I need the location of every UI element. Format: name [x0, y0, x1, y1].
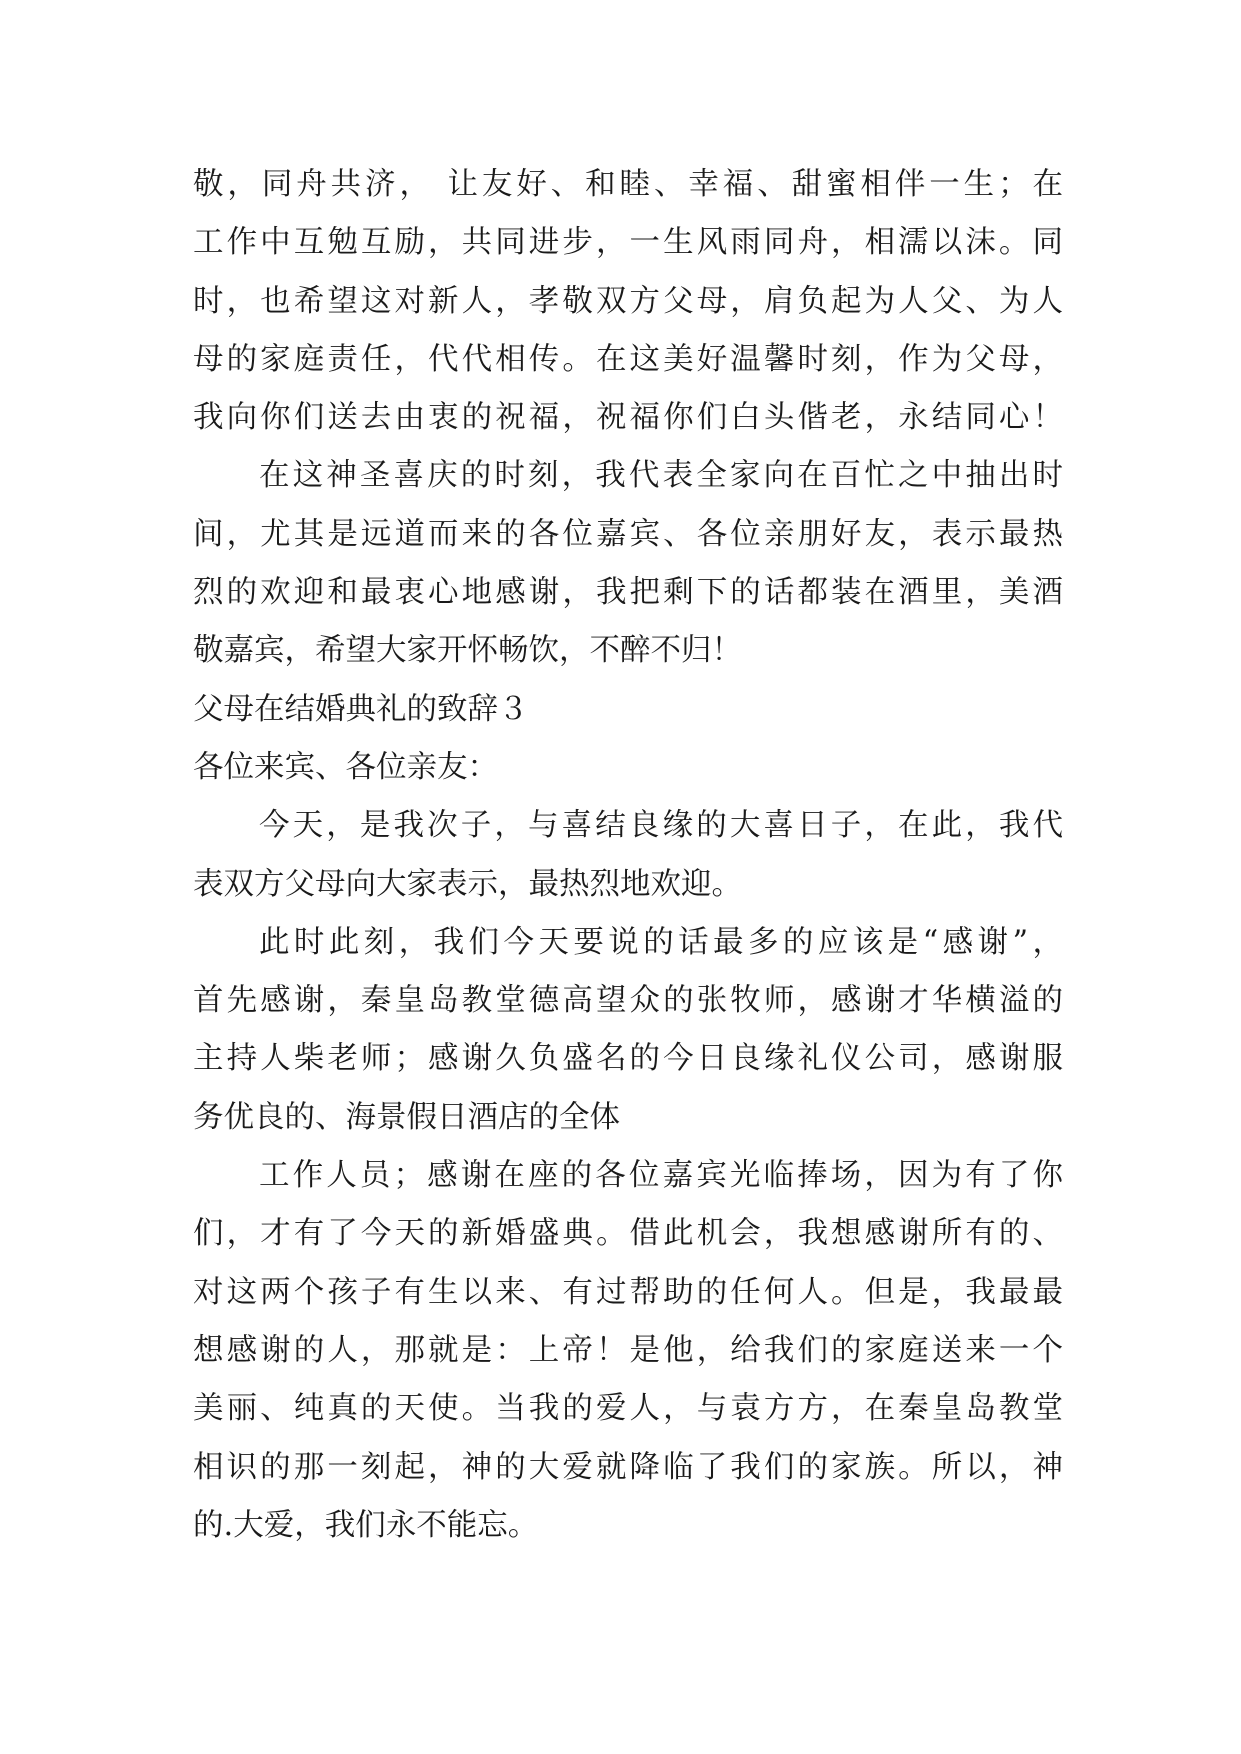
text-line: 工作人员；感谢在座的各位嘉宾光临捧场，因为有了你 — [259, 1158, 1063, 1194]
text-line: 美丽、纯真的天使。当我的爱人，与袁方方，在秦皇岛教堂 — [193, 1391, 1063, 1427]
text-line: 父母在结婚典礼的致辞３ — [193, 691, 529, 727]
text-line: 烈的欢迎和最衷心地感谢，我把剩下的话都装在酒里，美酒 — [193, 575, 1063, 611]
text-line: 今天，是我次子，与喜结良缘的大喜日子，在此，我代 — [259, 808, 1063, 844]
text-line: 首先感谢，秦皇岛教堂德高望众的张牧师，感谢才华横溢的 — [193, 983, 1063, 1019]
text-line: 我向你们送去由衷的祝福，祝福你们白头偕老，永结同心！ — [193, 400, 1063, 436]
text-line: 间，尤其是远道而来的各位嘉宾、各位亲朋好友，表示最热 — [193, 516, 1063, 552]
text-line: 母的家庭责任，代代相传。在这美好温馨时刻，作为父母， — [193, 341, 1063, 377]
text-line: 敬，同舟共济， 让友好、和睦、幸福、甜蜜相伴一生；在 — [193, 167, 1063, 202]
text-line: 相识的那一刻起，神的大爱就降临了我们的家族。所以，神 — [193, 1449, 1063, 1485]
text-line: 时，也希望这对新人，孝敬双方父母，肩负起为人父、为人 — [193, 283, 1063, 319]
text-line: 各位来宾、各位亲友： — [193, 749, 498, 785]
text-line: 此时此刻，我们今天要说的话最多的应该是“感谢”， — [259, 924, 1063, 960]
text-line: 务优良的、海景假日酒店的全体 — [193, 1099, 620, 1135]
text-line: 对这两个孩子有生以来、有过帮助的任何人。但是，我最最 — [193, 1274, 1063, 1310]
text-line: 敬嘉宾，希望大家开怀畅饮，不醉不归！ — [193, 633, 742, 669]
text-line: 工作中互勉互励，共同进步，一生风雨同舟，相濡以沫。同 — [193, 225, 1063, 261]
text-line: 主持人柴老师；感谢久负盛名的今日良缘礼仪公司，感谢服 — [193, 1041, 1063, 1077]
text-line: 表双方父母向大家表示，最热烈地欢迎。 — [193, 866, 742, 902]
text-line: 想感谢的人，那就是：上帝！是他，给我们的家庭送来一个 — [193, 1332, 1063, 1368]
text-line: 在这神圣喜庆的时刻，我代表全家向在百忙之中抽出时 — [259, 458, 1063, 494]
text-line: 的.大爱，我们永不能忘。 — [193, 1507, 539, 1543]
document-body — [193, 156, 1063, 1555]
text-line: 们，才有了今天的新婚盛典。借此机会，我想感谢所有的、 — [193, 1216, 1063, 1252]
